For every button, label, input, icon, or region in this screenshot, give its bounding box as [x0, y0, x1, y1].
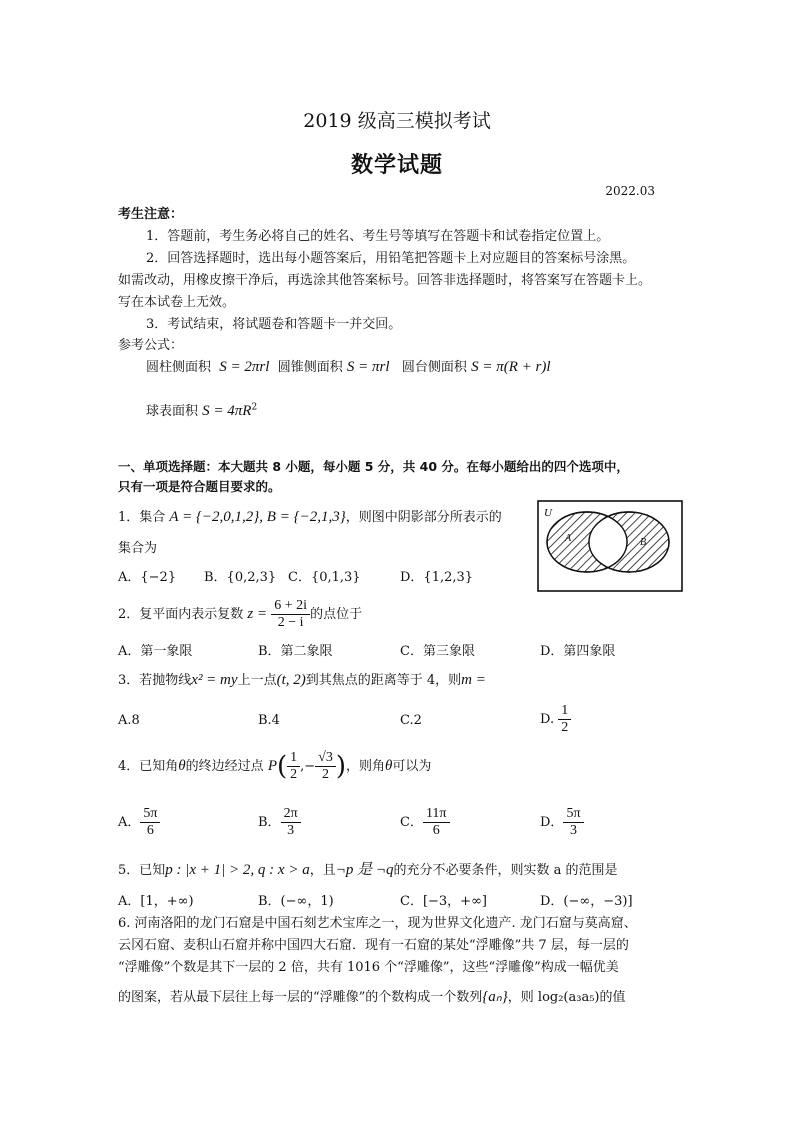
q4-text-b: 的终边经过点 [185, 759, 264, 775]
q3-option-c: C.2 [400, 713, 422, 728]
notice-item-2-line-2: 如需改动，用橡皮擦干净后，再选涂其他答案标号。回答非选择题时，将答案写在答题卡上。 [118, 273, 652, 288]
q2-stem [118, 598, 362, 631]
q2-option-d: D．第四象限 [540, 644, 616, 659]
q3-option-d-fraction [558, 703, 571, 736]
formula-row-1 [146, 356, 551, 376]
q5-text-a: 5．已知 [118, 863, 166, 878]
q1-option-a: A．{−2} [118, 570, 177, 585]
subject-title: 数学试题 [350, 152, 443, 178]
q3-option-d [540, 703, 571, 736]
sphere-exponent: 2 [251, 402, 258, 413]
venn-diagram [537, 500, 683, 592]
q5-negation: ¬p 是 ¬q [335, 862, 394, 878]
q1-stem [118, 506, 502, 526]
sphere-label: 球表面积 [146, 404, 199, 419]
q1-option-c: C．{0,1,3} [288, 570, 361, 585]
q2-text-a: 2．复平面内表示复数 [118, 607, 244, 623]
q4-theta-2: θ [385, 758, 393, 775]
q3-point: (t, 2) [276, 672, 306, 688]
q4-option-b [258, 806, 301, 839]
cone-label: 圆锥侧面积 [277, 360, 343, 375]
q4-option-c-den: 6 [432, 823, 440, 839]
q4-p-x-den: 2 [290, 767, 298, 783]
q5-stem [118, 858, 617, 879]
q4-text-d: 可以为 [392, 759, 432, 775]
formula-row-2 [146, 400, 257, 420]
q1-text-c: 集合为 [118, 541, 158, 556]
q4-option-a-den: 6 [146, 823, 154, 839]
q4-p-y [315, 750, 336, 783]
q3-option-d-label: D. [540, 712, 555, 728]
q3-equation: x² = my [191, 672, 238, 688]
q4-option-d-label: D． [540, 815, 564, 831]
q6-line-4-a: 的图案，若从最下层往上每一层的“浮雕像”的个数构成一个数列 [118, 990, 483, 1005]
notice-item-1: 1．答题前，考生务必将自己的姓名、考生号等填写在答题卡和试卷指定位置上。 [146, 229, 610, 244]
q5-option-d: D．(−∞，−3)] [540, 894, 633, 909]
q1-text-a: 1．集合 [118, 510, 166, 525]
q4-option-b-den: 3 [287, 823, 295, 839]
q3-text-b: 上一点 [237, 673, 277, 688]
exam-date: 2022.03 [605, 184, 655, 198]
q4-option-c-label: C． [400, 815, 423, 831]
q6-sequence: {aₙ} [482, 989, 508, 1005]
q4-theta: θ [178, 758, 186, 775]
q4-option-a-num: 5π [140, 806, 160, 823]
q4-text-a: 4．已知角 [118, 759, 179, 775]
frustum-label: 圆台侧面积 [401, 360, 467, 375]
q5-option-c: C．[−3，+∞] [400, 894, 487, 909]
q1-text-b: ，则图中阴影部分所表示的 [345, 510, 502, 525]
q4-option-b-num: 2π [281, 806, 301, 823]
notice-item-3: 3．考试结束，将试题卷和答题卡一并交回。 [146, 317, 402, 332]
q2-text-b: 的点位于 [310, 607, 363, 623]
q4-option-b-label: B． [258, 815, 281, 831]
q2-option-c: C．第三象限 [400, 644, 475, 659]
venn-label-u: U [544, 507, 552, 519]
cyl-label: 圆柱侧面积 [146, 360, 212, 375]
q6-line-4 [118, 986, 626, 1006]
q4-option-d-den: 3 [569, 823, 577, 839]
venn-label-a: A [565, 533, 572, 544]
formulas-heading: 参考公式： [118, 338, 184, 353]
sphere-formula: S = 4πR [202, 403, 252, 419]
q4-p-y-num: √3 [315, 750, 336, 767]
q6-line-4-b: ，则 log₂(a₃a₅)的值 [507, 990, 626, 1005]
q4-option-c-num: 11π [423, 806, 450, 823]
cone-formula: S = πrl [346, 359, 390, 375]
q3-d-denominator: 2 [561, 720, 569, 736]
section-1-line-1: 一、单项选择题：本大题共 8 小题，每小题 5 分，共 40 分。在每小题给出的四个选项中， [118, 459, 629, 474]
q3-text-a: 3．若抛物线 [118, 673, 192, 688]
q2-option-b: B．第二象限 [258, 644, 333, 659]
exam-title: 2019 级高三模拟考试 [303, 110, 491, 132]
q6-line-1: 6. 河南洛阳的龙门石窟是中国石刻艺术宝库之一，现为世界文化遗产. 龙门石窟与莫高窟、 [118, 916, 637, 931]
q3-option-a: A.8 [118, 713, 140, 728]
q4-option-a [118, 806, 160, 839]
q2-fraction [271, 598, 310, 631]
q4-option-c [400, 806, 450, 839]
q4-p-x [287, 750, 300, 783]
q2-z: z = [247, 606, 268, 623]
q4-option-a-label: A． [118, 815, 141, 831]
cyl-formula: S = 2πrl [219, 359, 270, 375]
q3-m: m = [461, 672, 486, 688]
q5-option-a: A．[1，+∞) [118, 894, 194, 909]
notice-item-2-line-3: 写在本试卷上无效。 [118, 295, 236, 310]
q3-d-numerator: 1 [558, 703, 571, 720]
q4-option-d-num: 5π [563, 806, 583, 823]
q3-option-b: B.4 [258, 713, 280, 728]
q1-option-b: B．{0,2,3} [204, 570, 277, 585]
q2-option-a: A．第一象限 [118, 644, 193, 659]
q5-text-c: 的充分不必要条件，则实数 a 的范围是 [393, 863, 618, 878]
q4-p-y-den: 2 [322, 767, 330, 783]
q3-text-c: 到其焦点的距离等于 4，则 [305, 673, 462, 688]
q5-option-b: B．(−∞，1) [258, 894, 334, 909]
q1-option-d: D．{1,2,3} [400, 570, 474, 585]
q6-line-2: 云冈石窟、麦积山石窟并称中国四大石窟．现有一石窟的某处“浮雕像”共 7 层，每一层的 [118, 938, 629, 953]
q2-denominator: 2 − i [277, 615, 304, 631]
q4-text-c: ，则角 [346, 759, 386, 775]
q5-condition: p : |x + 1| > 2, q : x > a [165, 862, 310, 878]
q4-point-name: P [267, 758, 277, 775]
frustum-formula: S = π(R + r)l [471, 359, 551, 375]
q4-p-x-num: 1 [287, 750, 300, 767]
q3-stem [118, 669, 486, 689]
q2-numerator: 6 + 2i [271, 598, 310, 615]
q5-text-b: ，且 [309, 863, 336, 878]
venn-label-b: B [640, 537, 647, 548]
q4-option-d [540, 806, 584, 839]
q6-line-3: “浮雕像”个数是其下一层的 2 倍，共有 1016 个“浮雕像”，这些“浮雕像”构成一幅优美 [118, 960, 619, 975]
q1-sets: A = {−2,0,1,2}, B = {−2,1,3} [169, 509, 346, 525]
notice-heading: 考生注意： [118, 207, 184, 222]
section-1-line-2: 只有一项是符合题目要求的。 [118, 479, 281, 494]
q4-stem: 4．已知角θ的终边经过点 P( $\frac{1}{2}$ ,− $\frac{√3}{2}$ )，则角θ可以为 [118, 750, 432, 783]
notice-item-2-line-1: 2．回答选择题时，选出每小题答案后，用铅笔把答题卡上对应题目的答案标号涂黑。 [146, 251, 636, 266]
